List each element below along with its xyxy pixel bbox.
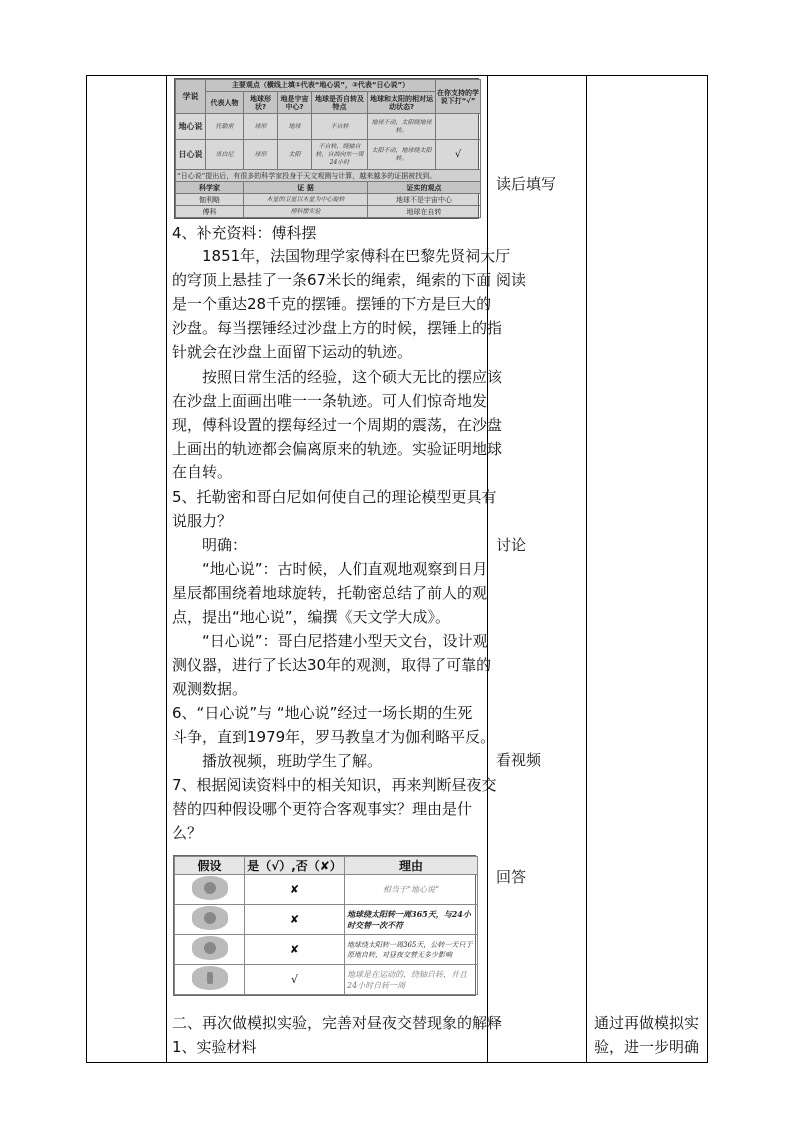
paragraph-line: 沙盘。每当摆锤经过沙盘上方的时候，摆锤上的指 [172,319,503,337]
header-cell: 地球和太阳的相对运动状态? [368,91,436,113]
mingque-label: 明确： [202,536,248,554]
subsection-title: 1、实验材料 [172,1038,257,1056]
table-border-bottom [86,1062,708,1063]
section-6-title: 6、“日心说”与 “地心说”经过一场长期的生死 [172,704,473,722]
scanned-hypothesis-table [173,855,476,996]
header-main-points: 主要观点（横线上填①代表“地心说”，②代表“日心说”） [206,80,436,92]
evidence-scientist: 傅科 [176,206,244,218]
header-school: 学说 [176,80,206,114]
evidence-header-proof: 证 据 [244,182,368,194]
table-cell: 不自转，绕轴自转，自西向东一周24小时 [312,140,368,170]
support-mark [436,114,481,140]
section-5-title: 5、托勒密和哥白尼如何使自己的理论模型更具有 [172,488,497,506]
header-support: 在你支持的学说下打“√” [436,80,481,114]
judgement-mark: ✘ [245,935,345,965]
table-border-col1 [166,75,167,1063]
row-label-geocentric: 地心说 [176,114,206,140]
row-label-heliocentric: 日心说 [176,140,206,170]
support-mark: √ [436,140,481,170]
header-cell: 地球是否自转及特点 [312,91,368,113]
table-border-col3 [586,75,587,1063]
paragraph-line: 1851年，法国物理学家傅科在巴黎先贤祠大厅 [202,247,511,265]
header-cell: 代表人物 [206,91,244,113]
paragraph-line: 上画出的轨迹都会偏离原来的轨迹。实验证明地球 [172,440,503,458]
section-7-title: 7、根据阅读资料中的相关知识，再来判断昼夜交 [172,776,497,794]
evidence-point: 地球不是宇宙中心 [368,194,481,206]
section-4-title: 4、补充资料：傅科摆 [172,224,317,242]
evidence-proof: 傅科摆实验 [244,206,368,218]
hypothesis-image [175,875,245,905]
activity-answer: 回答 [496,868,527,886]
paragraph-line: “地心说”：古时候，人们直观地观察到日月 [202,560,488,578]
reason-text: 地球绕太阳转一周365天，与24小时交替一次不符 [345,905,478,935]
section-7-title: 么？ [172,824,203,842]
section-5-title: 说服力？ [172,512,233,530]
earth-model-thumbnail [192,876,228,900]
judgement-mark: √ [245,965,345,995]
table-cell: 不自转 [312,114,368,140]
activity-discuss: 讨论 [496,536,527,554]
paragraph-line: “日心说”：哥白尼搭建小型天文台，设计观 [202,632,488,650]
hypothesis-image [175,965,245,995]
table-note: “日心说”提出后，有很多的科学家投身于天文观测与计算，越来越多的证据被找到。 [176,170,481,182]
judgement-mark: ✘ [245,905,345,935]
section-7-title: 替的四种假设哪个更符合客观事实？理由是什 [172,800,473,818]
table-border-right [707,75,708,1063]
table-cell: 托勒密 [206,114,244,140]
table-cell: 太阳不动，地球绕太阳转。 [368,140,436,170]
paragraph-line: 观测数据。 [172,680,248,698]
paragraph-line: 测仪器，进行了长达30年的观测，取得了可靠的 [172,656,492,674]
table-border-top [86,75,708,76]
hypothesis-image [175,935,245,965]
intent-line: 通过再做模拟实 [594,1014,700,1032]
paragraph-line: 针就会在沙盘上面留下运动的轨迹。 [172,343,413,361]
reason-text: 地球绕太阳转一周365天，公转一天只于原地自转，对昼夜交替无多少影响 [345,935,478,965]
table-border-left [86,75,87,1063]
earth-model-thumbnail [192,936,228,960]
evidence-header-point: 证实的观点 [368,182,481,194]
activity-read-fill: 读后填写 [496,175,557,193]
section-2-title: 二、再次做模拟实验，完善对昼夜交替现象的解释 [172,1014,503,1032]
reason-text: 相当于“地心说” [345,875,478,905]
activity-watch-video: 看视频 [496,751,542,769]
table-cell: 球形 [244,140,278,170]
header-cell: 地球形状? [244,91,278,113]
paragraph-line: 在自转。 [172,463,233,481]
paragraph-line: 点，提出“地心说”，编撰《天文学大成》。 [172,608,451,626]
header-yes-no: 是（√）,否（✘） [245,857,345,875]
judgement-mark: ✘ [245,875,345,905]
header-reason: 理由 [345,857,478,875]
paragraph-line: 是一个重达28千克的摆锤。摆锤的下方是巨大的 [172,295,492,313]
table-cell: 太阳 [278,140,312,170]
intent-line: 验，进一步明确 [594,1038,700,1056]
scanned-theory-table [174,78,479,219]
activity-read: 阅读 [496,271,527,289]
table-cell: 地球不动，太阳绕地球转。 [368,114,436,140]
reason-text: 地球是在运动的，绕轴自转，并且24小时自转一周 [345,965,478,995]
person-model-thumbnail [192,966,228,990]
evidence-proof: 木星的卫星以木星为中心旋转 [244,194,368,206]
table-cell: 球形 [244,114,278,140]
evidence-scientist: 伽利略 [176,194,244,206]
paragraph-line: 按照日常生活的经验，这个硕大无比的摆应该 [202,368,503,386]
earth-model-thumbnail [192,906,228,930]
header-cell: 地是宇宙中心? [278,91,312,113]
paragraph-line: 现，傅科设置的摆每经过一个周期的震荡，在沙盘 [172,416,503,434]
paragraph-line: 的穹顶上悬挂了一条67米长的绳索，绳索的下面 [172,271,492,289]
table-cell: 哥白尼 [206,140,244,170]
paragraph-line: 在沙盘上面画出唯一一条轨迹。可人们惊奇地发 [172,392,488,410]
paragraph-line: 播放视频，班助学生了解。 [202,752,383,770]
section-6-title: 斗争，直到1979年，罗马教皇才为伽利略平反。 [172,728,496,746]
table-cell: 地球 [278,114,312,140]
evidence-point: 地球在自转 [368,206,481,218]
paragraph-line: 星辰都围绕着地球旋转，托勒密总结了前人的观 [172,584,488,602]
evidence-header-scientist: 科学家 [176,182,244,194]
header-hypothesis: 假设 [175,857,245,875]
hypothesis-image [175,905,245,935]
